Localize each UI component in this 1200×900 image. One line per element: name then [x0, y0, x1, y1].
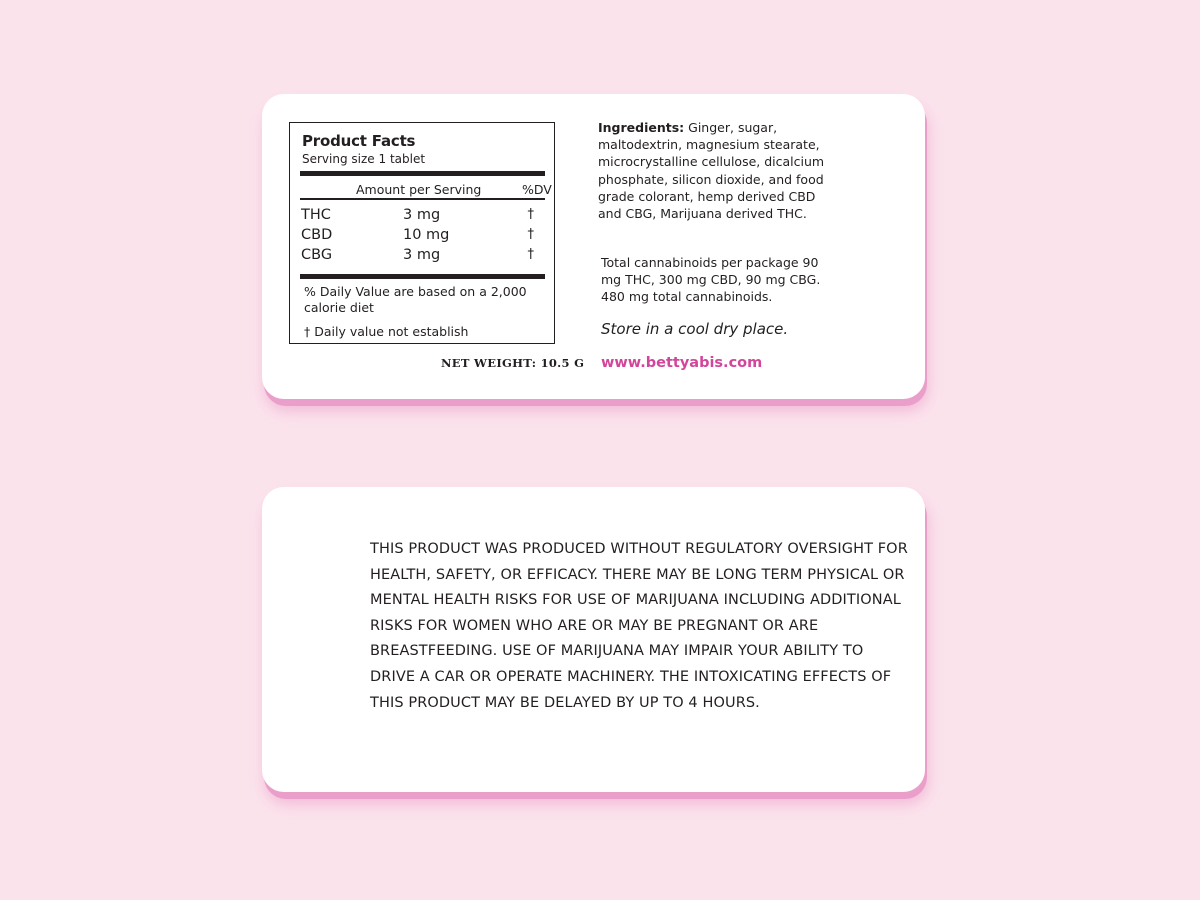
label-front-card [262, 94, 925, 399]
facts-row-cbg [301, 247, 544, 267]
net-weight: NET WEIGHT: 10.5 G [441, 356, 585, 370]
facts-divider-thick [300, 171, 545, 176]
daily-value-note: % Daily Value are based on a 2,000 calorie diet [304, 284, 527, 315]
health-warning: THIS PRODUCT WAS PRODUCED WITHOUT REGULATORY OVERSIGHT FOR HEALTH, SAFETY, OR EFFICACY. THERE MAY BE LONG TERM PHYSICAL OR MENTAL HEALTH RISKS FOR USE OF MARIJUANA INCLUDING ADDITIONAL RISKS FOR WOMEN WHO ARE OR MAY BE PREGNANT OR ARE BREASTFEEDING. USE OF MARIJUANA MAY IMPAIR YOUR ABILITY TO DRIVE A CAR OR OPERATE MACHINERY. THE INTOXICATING EFFECTS OF THIS PRODUCT MAY BE DELAYED BY UP TO 4 HOURS. [370, 541, 908, 711]
facts-divider-thick [300, 274, 545, 279]
cannabinoid-name: CBG [301, 247, 333, 263]
ingredients-text [598, 119, 834, 222]
column-header-dv: %DV [522, 182, 552, 197]
total-cannabinoids: Total cannabinoids per package 90 mg THC, 300 mg CBD, 90 mg CBG. 480 mg total cannabinoids. [601, 255, 821, 305]
ingredients-list: Ginger, sugar, maltodextrin, magnesium stearate, microcrystalline cellulose, dicalcium phosphate, silicon dioxide, and food grade colorant, hemp derived CBD and CBG, Marijuana derived THC. [598, 120, 825, 222]
ingredients-label: Ingredients: [598, 120, 685, 135]
cannabinoid-amount: 3 mg [403, 207, 441, 223]
cannabinoid-amount: 10 mg [403, 227, 450, 243]
facts-row-cbd [301, 227, 544, 247]
facts-title: Product Facts [302, 132, 416, 150]
cannabinoid-dv: † [527, 247, 534, 262]
cannabinoid-name: CBD [301, 227, 333, 243]
website-link[interactable]: www.bettyabis.com [601, 355, 763, 371]
facts-divider-thin [300, 198, 545, 200]
cannabinoid-amount: 3 mg [403, 247, 441, 263]
facts-row-thc [301, 207, 544, 227]
cannabinoid-dv: † [527, 227, 534, 242]
cannabinoid-dv: † [527, 207, 534, 222]
label-back-card [262, 487, 925, 792]
serving-size: Serving size 1 tablet [302, 152, 426, 166]
product-facts-panel [289, 122, 555, 344]
not-established-note: † Daily value not establish [304, 324, 469, 339]
cannabinoid-name: THC [301, 207, 331, 223]
storage-instructions: Store in a cool dry place. [601, 320, 789, 338]
column-header-amount: Amount per Serving [356, 182, 482, 197]
